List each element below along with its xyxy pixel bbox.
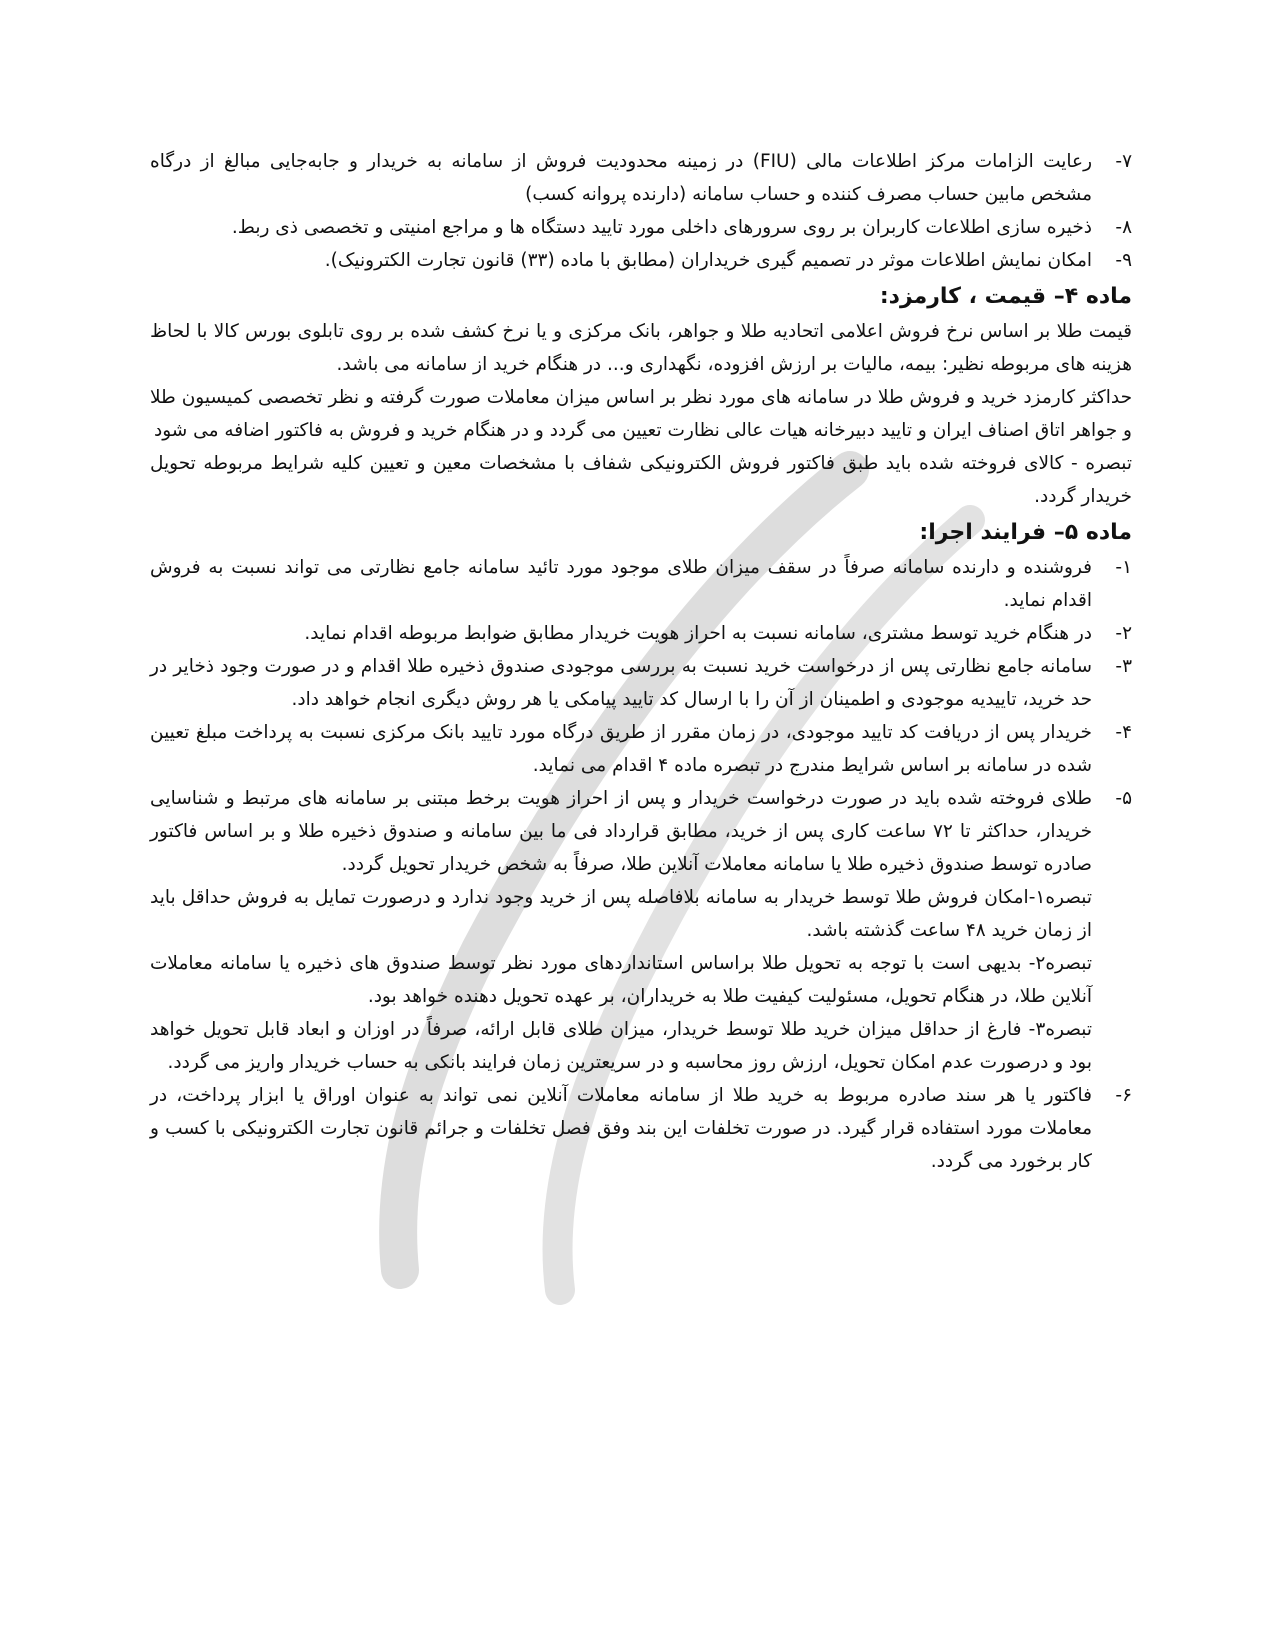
list-item [150,211,1132,244]
item-number: ۶- [1115,1085,1132,1106]
item-number: ۱- [1115,557,1132,578]
item-text: در هنگام خرید توسط مشتری، سامانه نسبت به احراز هویت خریدار مطابق ضوابط مربوطه اقدام نماید. [304,623,1092,644]
item-number: ۸- [1115,217,1132,238]
note-paragraph: تبصره۳- فارغ از حداقل میزان خرید طلا توسط خریدار، میزان طلای قابل ارائه، صرفاً در اوزان و ابعاد قابل تحویل خواهد بود و درصورت عدم امکان تحویل، ارزش روز محاسبه و در سریعترین زمان فرایند بانکی به حساب خریدار واریز می گردد. [150,1019,1092,1073]
item-text: فروشنده و دارنده سامانه صرفاً در سقف میزان طلای موجود مورد تائید سامانه جامع نظارتی می تواند نسبت به فروش اقدام نماید. [150,557,1092,611]
article-4-paragraph: حداکثر کارمزد خرید و فروش طلا در سامانه های مورد نظر بر اساس میزان معاملات صورت گرفته و نظر تخصصی کمیسیون طلا و جواهر اتاق اصناف ایران و تایید دبیرخانه هیات عالی نظارت تعیین می گردد و در هنگام خرید و فروش به فاکتور اضافه می شود [150,387,1132,441]
item-number: ۳- [1115,656,1132,677]
list-item [150,716,1132,782]
note-paragraph: تبصره۲- بدیهی است با توجه به تحویل طلا براساس استانداردهای مورد نظر توسط صندوق های ذخیره یا سامانه معاملات آنلاین طلا، در هنگام تحویل، مسئولیت کیفیت طلا به خریداران، بر عهده تحویل دهنده خواهد بود. [150,953,1092,1007]
article-5-heading: ماده ۵– فرایند اجرا: [919,520,1132,545]
item-number: ۷- [1115,151,1132,172]
list-item [150,782,1132,881]
item-text: رعایت الزامات مرکز اطلاعات مالی (FIU) در زمینه محدودیت فروش از سامانه به خریدار و جابه‌جایی مبالغ از درگاه مشخص مابین حساب مصرف کننده و حساب سامانه (دارنده پروانه کسب) [150,151,1093,205]
item-text: ذخیره سازی اطلاعات کاربران بر روی سرورهای داخلی مورد تایید دستگاه ها و مراجع امنیتی و تخصصی ذی ربط. [231,217,1092,238]
item-number: ۵- [1115,788,1132,809]
document-content [150,145,1132,1178]
article-4-note: تبصره - کالای فروخته شده باید طبق فاکتور فروش الکترونیکی شفاف با مشخصات معین و تعیین کلیه شرایط مربوطه تحویل خریدار گردد. [150,453,1132,507]
list-item [150,145,1132,211]
list-item [150,244,1132,277]
item-text: خریدار پس از دریافت کد تایید موجودی، در زمان مقرر از طریق درگاه مورد تایید بانک مرکزی نسبت به پرداخت مبلغ تعیین شده در سامانه بر اساس شرایط مندرج در تبصره ماده ۴ اقدام می نماید. [150,722,1092,776]
article-3-items [150,145,1132,277]
list-item [150,617,1132,650]
item-text: طلای فروخته شده باید در صورت درخواست خریدار و پس از احراز هویت برخط مبتنی بر سامانه های مرتبط و شناسایی خریدار، حداکثر تا ۷۲ ساعت کاری پس از خرید، مطابق قرارداد فی ما بین سامانه و صندوق ذخیره طلا و بر اساس فاکتور صادره توسط صندوق ذخیره طلا یا سامانه معاملات آنلاین طلا، صرفاً به شخص خریدار تحویل گردد. [150,788,1093,875]
list-item [150,551,1132,617]
list-item [150,650,1132,716]
item-number: ۲- [1115,623,1132,644]
item-text: امکان نمایش اطلاعات موثر در تصمیم گیری خریداران (مطابق با ماده (۳۳) قانون تجارت الکترونیک). [324,250,1092,271]
item-text: سامانه جامع نظارتی پس از درخواست خرید نسبت به بررسی موجودی صندوق ذخیره طلا اقدام و در صورت وجود ذخایر در حد خرید، تاییدیه موجودی و اطمینان از آن را با ارسال کد تایید پیامکی یا هر روش دیگری انجام خواهد داد. [150,656,1092,710]
item-number: ۴- [1115,722,1132,743]
article-4-heading: ماده ۴– قیمت ، کارمزد: [879,284,1132,309]
note-paragraph: تبصره۱-امکان فروش طلا توسط خریدار به سامانه بلافاصله پس از خرید وجود ندارد و درصورت تمایل به فروش حداقل باید از زمان خرید ۴۸ ساعت گذشته باشد. [150,887,1092,941]
list-item [150,1079,1132,1178]
item-number: ۹- [1115,250,1132,271]
article-4-paragraph: قیمت طلا بر اساس نرخ فروش اعلامی اتحادیه طلا و جواهر، بانک مرکزی و یا نرخ کشف شده بر روی تابلوی بورس کالا با لحاظ هزینه های مربوطه نظیر: بیمه، مالیات بر ارزش افزوده، نگهداری و... در هنگام خرید از سامانه می باشد. [150,321,1132,375]
item-text: فاکتور یا هر سند صادره مربوط به خرید طلا از سامانه معاملات آنلاین نمی تواند به عنوان اوراق یا ابزار پرداخت، در معاملات مورد استفاده قرار گیرد. در صورت تخلفات این بند وفق فصل تخلفات و جرائم قانون تجارت الکترونیکی با کسب و کار برخورد می گردد. [150,1085,1092,1172]
